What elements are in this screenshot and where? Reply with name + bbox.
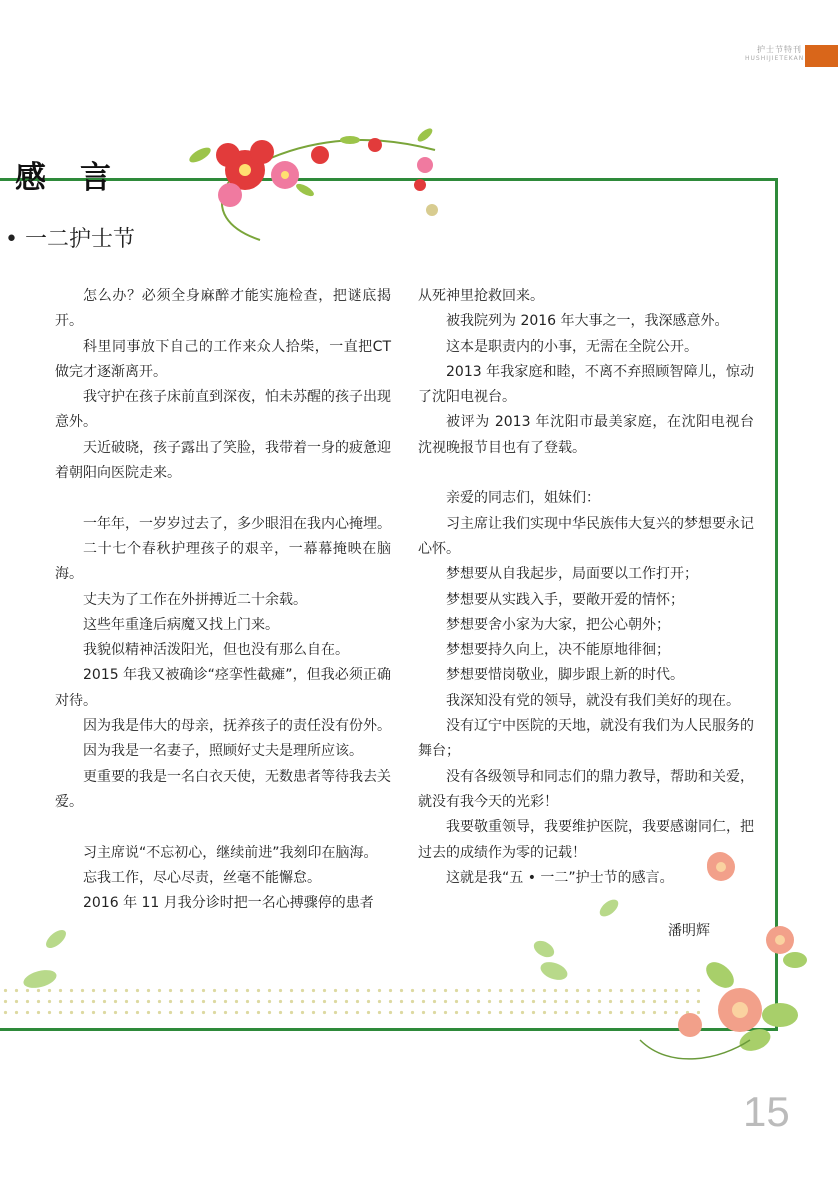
page-title: 感言 bbox=[15, 160, 145, 196]
paragraph: 2015 年我又被确诊“痉挛性截瘫”，但我必须正确对待。 bbox=[55, 667, 391, 709]
paragraph: 被评为 2013 年沈阳市最美家庭，在沈阳电视台沈视晚报节目也有了登载。 bbox=[418, 414, 754, 456]
paragraph: 因为我是一名妻子，照顾好丈夫是理所应该。 bbox=[83, 743, 363, 760]
paragraph: 二十七个春秋护理孩子的艰辛，一幕幕掩映在脑海。 bbox=[55, 540, 391, 583]
paragraph: 2013 年我家庭和睦，不离不弃照顾智障儿，惊动了沈阳电视台。 bbox=[418, 363, 754, 406]
paragraph: 忘我工作，尽心尽责，丝毫不能懈怠。 bbox=[83, 869, 321, 886]
paragraph-gap bbox=[55, 486, 391, 511]
dotted-decoration bbox=[0, 985, 700, 1021]
paragraph: 这就是我“五 • 一二”护士节的感言。 bbox=[446, 869, 674, 886]
paragraph: 梦想要舍小家为大家，把公心朝外； bbox=[446, 616, 670, 633]
leaf-mid-1 bbox=[596, 896, 622, 920]
paragraph: 没有辽宁中医院的天地，就没有我们为人民服务的舞台； bbox=[418, 718, 754, 760]
paragraph-gap bbox=[55, 815, 391, 840]
paragraph: 我守护在孩子床前直到深夜，怕未苏醒的孩子出现意外。 bbox=[55, 389, 391, 431]
paragraph: 亲爱的同志们，姐妹们： bbox=[446, 490, 600, 507]
paragraph: 科里同事放下自己的工作来众人拾柴，一直把CT做完才逐渐离开。 bbox=[55, 338, 391, 380]
paragraph: 被我院列为 2016 年大事之一，我深感意外。 bbox=[446, 313, 729, 330]
flower-garland-top bbox=[170, 120, 450, 250]
paragraph: 因为我是伟大的母亲，抚养孩子的责任没有份外。 bbox=[83, 718, 391, 735]
paragraph: 丈夫为了工作在外拼搏近二十余载。 bbox=[83, 591, 307, 608]
paragraph-gap bbox=[418, 461, 754, 486]
paragraph: 习主席说“不忘初心，继续前进”我刻印在脑海。 bbox=[83, 844, 378, 861]
paragraph: 习主席让我们实现中华民族伟大复兴的梦想要永记心怀。 bbox=[418, 515, 754, 557]
page-number: 15 bbox=[743, 1088, 790, 1135]
paragraph: 一年年，一岁岁过去了，多少眼泪在我内心掩埋。 bbox=[83, 515, 391, 532]
paragraph: 我貌似精神活泼阳光，但也没有那么自在。 bbox=[83, 642, 349, 659]
paragraph: 梦想要持久向上，决不能原地徘徊； bbox=[446, 642, 670, 659]
right-column bbox=[418, 284, 754, 891]
header-accent-tab bbox=[805, 45, 838, 67]
paragraph: 我深知没有党的领导，就没有我们美好的现在。 bbox=[446, 692, 740, 709]
page-subtitle: • 一二护士节 bbox=[5, 227, 135, 252]
paragraph: 梦想要惜岗敬业，脚步跟上新的时代。 bbox=[446, 667, 684, 684]
paragraph: 怎么办？必须全身麻醉才能实施检查，把谜底揭开。 bbox=[55, 288, 391, 330]
magazine-name-en: HUSHIJIETEKAN bbox=[745, 55, 805, 62]
paragraph: 没有各级领导和同志们的鼎力教导，帮助和关爱，就没有我今天的光彩！ bbox=[418, 768, 754, 810]
paragraph: 天近破晓，孩子露出了笑脸，我带着一身的疲惫迎着朝阳向医院走来。 bbox=[55, 439, 391, 482]
leaf-left-2 bbox=[20, 966, 60, 992]
leaf-mid-2 bbox=[528, 935, 574, 985]
paragraph: 这些年重逢后病魔又找上门来。 bbox=[83, 616, 279, 633]
paragraph: 更重要的我是一名白衣天使，无数患者等待我去关爱。 bbox=[55, 768, 391, 810]
left-column bbox=[55, 284, 391, 916]
paragraph: 2016 年 11 月我分诊时把一名心搏骤停的患者 bbox=[83, 895, 374, 912]
magazine-name-cn: 护士节特刊 bbox=[757, 45, 802, 54]
leaf-left-1 bbox=[42, 928, 70, 950]
paragraph: 我要敬重领导，我要维护医院，我要感谢同仁，把过去的成绩作为零的记载！ bbox=[418, 819, 754, 861]
paragraph: 从死神里抢救回来。 bbox=[418, 288, 544, 304]
author-name: 潘明辉 bbox=[668, 923, 710, 939]
paragraph: 这本是职责内的小事，无需在全院公开。 bbox=[446, 338, 698, 355]
paragraph: 梦想要从自我起步，局面要以工作打开； bbox=[446, 566, 698, 583]
paragraph: 梦想要从实践入手，要敞开爱的情怀； bbox=[446, 591, 684, 608]
